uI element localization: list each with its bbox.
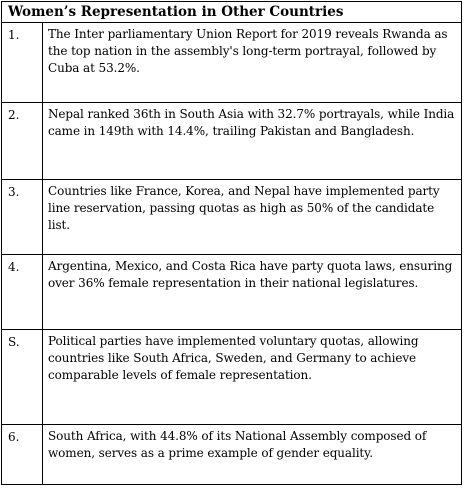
- table-row: [2, 425, 461, 484]
- table-row: [2, 103, 461, 180]
- row-text: The Inter parliamentary Union Report for 2019 reveals Rwanda as the top nation in the assembly's long-term portrayal, followed by Cuba at 53.2%.: [48, 27, 448, 75]
- row-text: Nepal ranked 36th in South Asia with 32.7% portrayals, while India came in 149th with 14.4%, trailing Pakistan and Bangladesh.: [48, 107, 455, 138]
- table-row: [2, 23, 461, 103]
- row-number: 1.: [2, 23, 43, 102]
- row-number: 2.: [2, 103, 43, 179]
- row-number: S.: [2, 330, 43, 424]
- representation-table: [1, 1, 462, 485]
- row-text: Countries like France, Korea, and Nepal have implemented party line reservation, passing quotas as high as 50% of the candidate list.: [48, 184, 440, 232]
- row-number: 6.: [2, 425, 43, 484]
- table-row: [2, 180, 461, 255]
- row-number: 4.: [2, 255, 43, 329]
- row-text: Argentina, Mexico, and Costa Rica have party quota laws, ensuring over 36% female representation in their national legislatures.: [48, 259, 453, 290]
- table-row: [2, 255, 461, 330]
- table-row: [2, 330, 461, 425]
- row-text: Political parties have implemented voluntary quotas, allowing countries like South Africa, Sweden, and Germany to achieve comparable levels of female representation.: [48, 334, 419, 382]
- table-title: Women’s Representation in Other Countries: [2, 2, 461, 23]
- row-text: South Africa, with 44.8% of its National Assembly composed of women, serves as a prime example of gender equality.: [48, 429, 427, 460]
- row-number: 3.: [2, 180, 43, 254]
